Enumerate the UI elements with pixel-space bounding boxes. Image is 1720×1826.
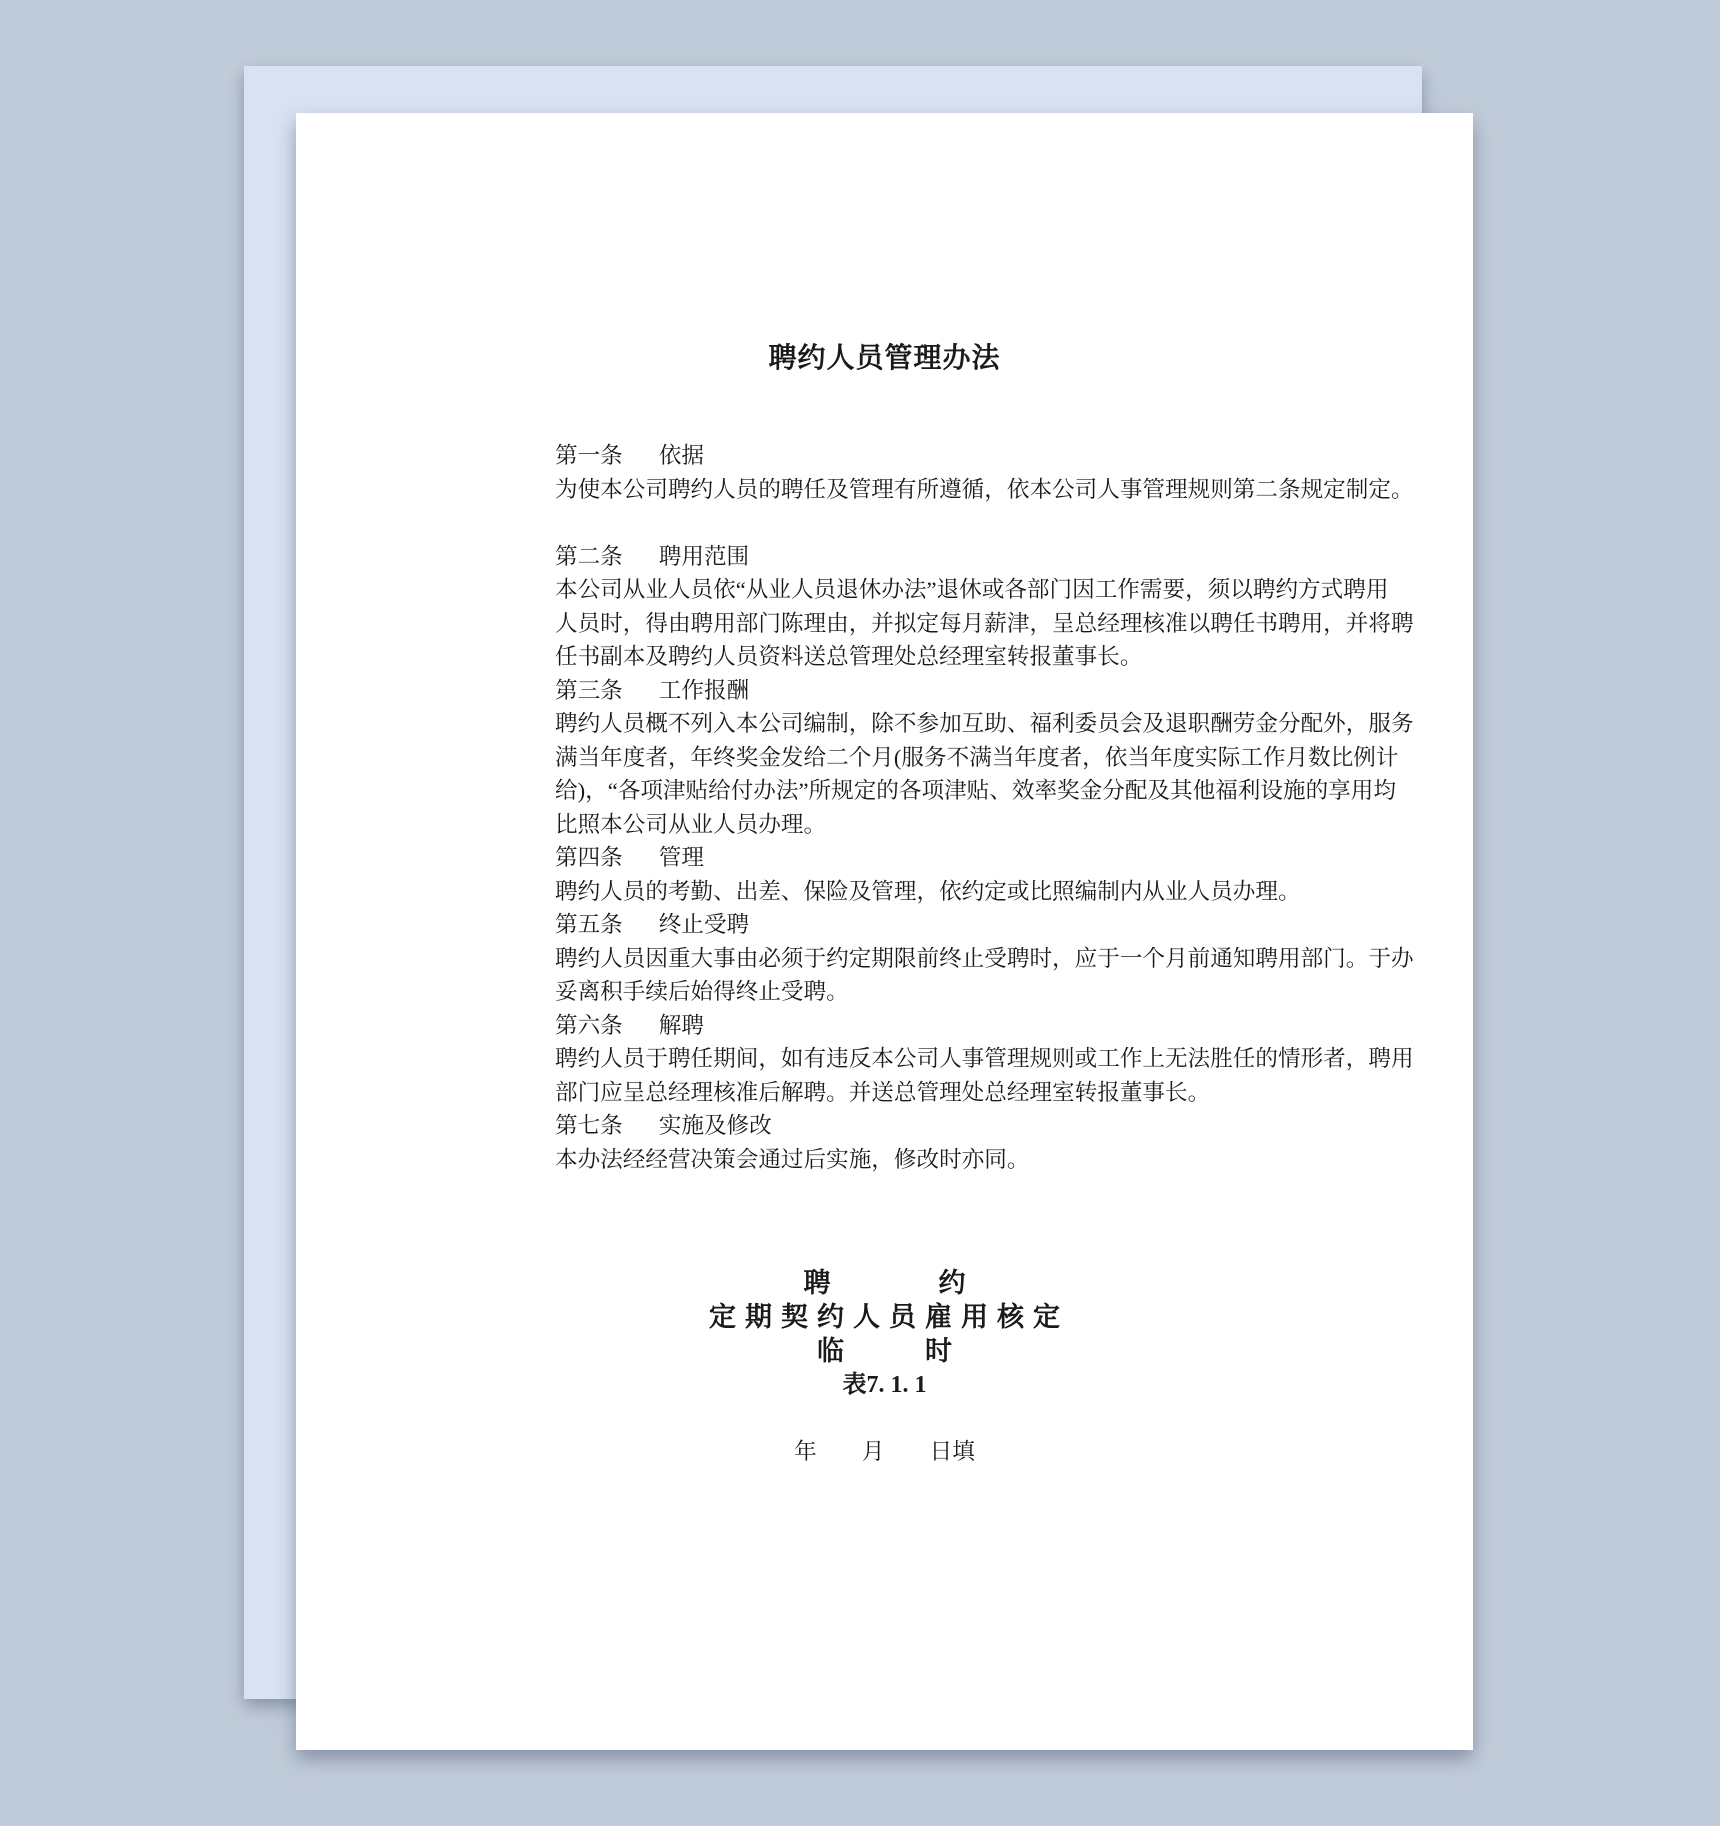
section-title: 工作报酬 xyxy=(658,677,750,703)
section-heading xyxy=(555,674,1435,708)
section-title: 解聘 xyxy=(658,1012,704,1038)
section-number: 第一条 xyxy=(555,443,623,468)
section-heading xyxy=(555,1109,1435,1143)
form-type-pinyue: 聘 约 xyxy=(803,1268,966,1298)
paragraph-line: 妥离积手续后始得终止受聘。 xyxy=(555,979,849,1004)
form-type-linshi: 临 时 xyxy=(817,1336,952,1366)
paragraph-line: 聘约人员于聘任期间，如有违反本公司人事管理规则或工作上无法胜任的情形者，聘用 xyxy=(555,1046,1414,1071)
paragraph-line: 任书副本及聘约人员资料送总管理处总经理室转报董事长。 xyxy=(555,644,1143,669)
section-heading xyxy=(555,841,1435,875)
section-number: 第六条 xyxy=(555,1012,623,1038)
document-title: 聘约人员管理办法 xyxy=(768,343,1001,374)
paragraph-line: 本公司从业人员依“从业人员退休办法”退休或各部门因工作需要，须以聘约方式聘用 xyxy=(555,577,1389,602)
table-number: 表7. 1. 1 xyxy=(842,1372,927,1398)
paragraph-line: 为使本公司聘约人员的聘任及管理有所遵循，依本公司人事管理规则第二条规定制定。 xyxy=(555,476,1414,502)
section-heading xyxy=(555,908,1435,942)
section-number: 第二条 xyxy=(555,543,623,569)
section-heading xyxy=(555,439,1435,473)
paragraph-line: 聘约人员概不列入本公司编制，除不参加互助、福利委员会及退职酬劳金分配外，服务 xyxy=(555,711,1414,736)
form-title-block xyxy=(296,1266,1473,1469)
paragraph-line: 比照本公司从业人员办理。 xyxy=(555,811,827,837)
form-title-line: 定期契约人员雇用核定 xyxy=(709,1302,1069,1332)
section-title: 终止受聘 xyxy=(658,912,750,937)
paragraph-line: 人员时，得由聘用部门陈理由，并拟定每月薪津，呈总经理核准以聘任书聘用，并将聘 xyxy=(555,610,1414,636)
section-title: 实施及修改 xyxy=(658,1113,772,1138)
section-title: 聘用范围 xyxy=(658,543,750,569)
blank-line xyxy=(555,506,1435,540)
section-number: 第三条 xyxy=(555,677,623,703)
date-fill-line: 年 月 日填 xyxy=(794,1439,975,1464)
section-number: 第四条 xyxy=(555,845,623,870)
section-heading xyxy=(555,1009,1435,1043)
document-page xyxy=(296,113,1473,1750)
section-number: 第五条 xyxy=(555,912,623,937)
paragraph-line: 部门应呈总经理核准后解聘。并送总管理处总经理室转报董事长。 xyxy=(555,1079,1211,1105)
document-body xyxy=(555,439,1435,1176)
paragraph-line: 本办法经经营决策会通过后实施，修改时亦同。 xyxy=(555,1146,1030,1172)
section-title: 依据 xyxy=(658,443,704,468)
section-heading xyxy=(555,540,1435,574)
section-number: 第七条 xyxy=(555,1113,623,1138)
paragraph-line: 聘约人员的考勤、出差、保险及管理，依约定或比照编制内从业人员办理。 xyxy=(555,878,1301,904)
paragraph-line: 聘约人员因重大事由必须于约定期限前终止受聘时，应于一个月前通知聘用部门。于办 xyxy=(555,945,1414,971)
section-title: 管理 xyxy=(658,845,704,870)
paragraph-line: 满当年度者，年终奖金发给二个月(服务不满当年度者，依当年度实际工作月数比例计 xyxy=(555,744,1399,770)
paragraph-line: 给)，“各项津贴给付办法”所规定的各项津贴、效率奖金分配及其他福利设施的享用均 xyxy=(555,778,1396,803)
